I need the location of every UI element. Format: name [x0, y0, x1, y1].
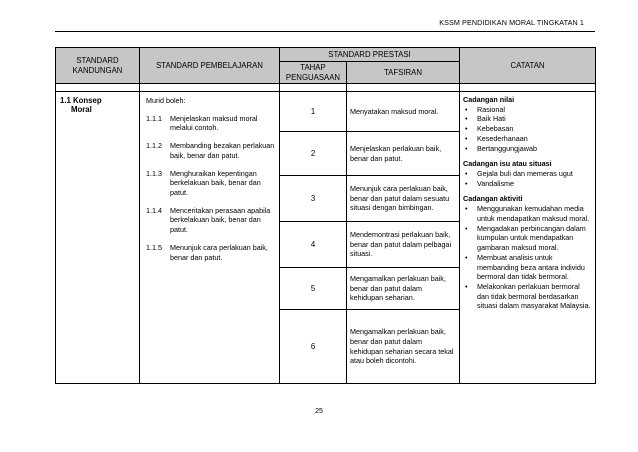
- catatan-item-text: Baik Hati: [477, 114, 506, 124]
- pembelajaran-text: Menceritakan perasaan apabila berkelakuan baik, benar dan patut.: [170, 205, 271, 235]
- pembelajaran-item: [146, 141, 276, 160]
- standard-kandungan-title: 1.1 Konsep: [60, 96, 102, 105]
- catatan-list-item: • Vandalisme: [463, 179, 592, 189]
- catatan-list-item: • Membuat analisis untuk membanding beza antara individu bermoral dan tidak bermoral.: [463, 253, 592, 282]
- spacer-row: [56, 84, 596, 92]
- catatan-item-text: Kebebasan: [477, 124, 514, 134]
- pembelajaran-text: Menghuraikan kepentingan berkelakuan baik, benar dan patut.: [170, 168, 261, 198]
- standard-kandungan-title-cont: Moral: [71, 105, 92, 114]
- header-rule: [55, 31, 595, 32]
- pembelajaran-text: Menjelaskan maksud moral melalui contoh.: [170, 113, 258, 133]
- catatan-item-text: Rasional: [477, 104, 505, 114]
- tahap-cell: 2: [280, 132, 347, 176]
- catatan-item-text: Membuat analisis untuk membanding beza antara individu bermoral dan tidak bermoral.: [477, 252, 585, 282]
- catatan-list-item: • Mengadakan perbincangan dalam kumpulan untuk mendapatkan gambaran maksud moral.: [463, 224, 592, 253]
- catatan-item-text: Vandalisme: [477, 178, 515, 188]
- prestasi-row: [56, 92, 596, 132]
- tafsiran-cell: Menyatakan maksud moral.: [347, 92, 460, 132]
- tahap-cell: 1: [280, 92, 347, 132]
- pembelajaran-num: 1.1.5: [146, 242, 162, 252]
- catatan-item-text: Kesederhanaan: [477, 133, 528, 143]
- page-header: KSSM PENDIDIKAN MORAL TINGKATAN 1: [439, 18, 584, 27]
- catatan-isu-heading: Cadangan isu atau situasi: [463, 159, 552, 169]
- catatan-list-item: • Baik Hati: [463, 114, 592, 124]
- pembelajaran-item: [146, 114, 276, 133]
- pembelajaran-item: [146, 169, 276, 198]
- tahap-cell: 6: [280, 310, 347, 384]
- tafsiran-cell: Menunjuk cara perlakuan baik, benar dan patut dalam sesuatu situasi dengan bimbingan.: [347, 176, 460, 222]
- standard-kandungan-cell: [56, 92, 140, 384]
- catatan-list-item: • Kesederhanaan: [463, 134, 592, 144]
- catatan-list-item: • Gejala buli dan memeras ugut: [463, 169, 592, 179]
- tahap-cell: 4: [280, 222, 347, 268]
- pembelajaran-num: 1.1.4: [146, 205, 162, 215]
- standard-pembelajaran-cell: [140, 92, 280, 384]
- catatan-item-text: Bertanggungjawab: [477, 143, 537, 153]
- catatan-nilai-heading: Cadangan nilai: [463, 95, 515, 104]
- curriculum-table: [55, 47, 596, 384]
- header-catatan: CATATAN: [460, 48, 596, 84]
- pembelajaran-intro: Murid boleh:: [146, 96, 186, 105]
- header-standard-prestasi: STANDARD PRESTASI: [280, 48, 460, 62]
- catatan-list-item: • Melakonkan perlakuan bermoral dan tidak bermoral berdasarkan situasi dalam masyarakat Malaysia.: [465, 281, 591, 311]
- catatan-cell: [460, 92, 596, 384]
- page-number: 25: [315, 408, 323, 415]
- pembelajaran-num: 1.1.1: [146, 113, 162, 123]
- tahap-cell: 3: [280, 176, 347, 222]
- tafsiran-cell: Menjelaskan perlakuan baik, benar dan patut.: [347, 132, 460, 176]
- catatan-item-text: Melakonkan perlakuan bermoral dan tidak bermoral berdasarkan situasi dalam masyarakat Malaysia.: [477, 281, 591, 311]
- catatan-list-item: • Kebebasan: [463, 124, 592, 134]
- tafsiran-cell: Mengamalkan perlakuan baik, benar dan patut dalam kehidupan seharian.: [347, 268, 460, 310]
- catatan-aktiviti-heading: Cadangan aktiviti: [463, 194, 523, 204]
- tafsiran-cell: Mendemontrasi perlakuan baik, benar dan patut dalam pelbagai situasi.: [347, 222, 460, 268]
- catatan-list-item: • Rasional: [463, 105, 592, 115]
- tahap-cell: 5: [280, 268, 347, 310]
- pembelajaran-text: Menunjuk cara perlakuan baik, benar dan patut.: [170, 242, 268, 262]
- pembelajaran-item: [146, 206, 276, 235]
- header-standard-pembelajaran: STANDARD PEMBELAJARAN: [140, 48, 280, 84]
- catatan-list-item: • Menggunakan kemudahan media untuk mendapatkan maksud moral.: [463, 204, 592, 223]
- header-tafsiran: TAFSIRAN: [347, 62, 460, 84]
- header-tahap-penguasaan: TAHAP PENGUASAAN: [280, 62, 347, 84]
- header-standard-kandungan: STANDARD KANDUNGAN: [56, 48, 140, 84]
- pembelajaran-text: Membanding bezakan perlakuan baik, benar dan patut.: [170, 141, 275, 160]
- catatan-item-text: Gejala buli dan memeras ugut: [477, 169, 573, 179]
- catatan-item-text: Menggunakan kemudahan media untuk mendapatkan maksud moral.: [477, 204, 590, 223]
- catatan-item-text: Mengadakan perbincangan dalam kumpulan untuk mendapatkan gambaran maksud moral.: [477, 223, 586, 253]
- tafsiran-cell: Mengamalkan perlakuan baik, benar dan patut dalam kehidupan seharian secara tekal atau boleh dicontohi.: [347, 310, 460, 384]
- pembelajaran-num: 1.1.3: [146, 168, 162, 178]
- pembelajaran-num: 1.1.2: [146, 141, 162, 151]
- pembelajaran-item: [146, 243, 276, 262]
- catatan-list-item: • Bertanggungjawab: [463, 144, 592, 154]
